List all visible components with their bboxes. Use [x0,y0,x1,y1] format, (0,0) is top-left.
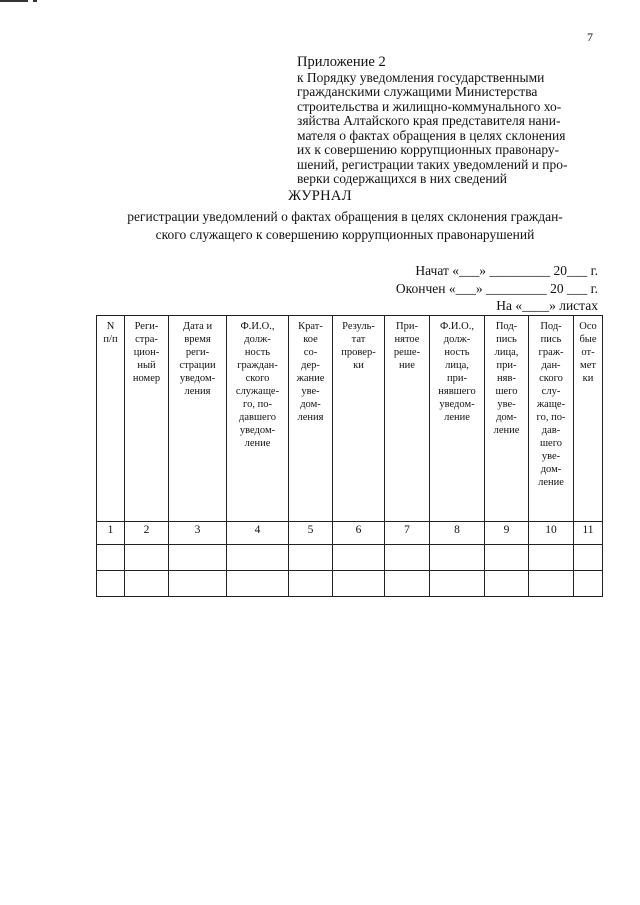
table-cell [169,571,227,597]
table-cell [227,545,289,571]
table-cell [125,545,169,571]
column-number: 9 [485,522,529,545]
appendix-line: зяйства Алтайского края представителя нани- [297,113,561,128]
journal-subtitle-line: ского служащего к совершению коррупционных правонарушений [155,227,535,242]
column-number: 10 [529,522,574,545]
scan-corner-mark [0,0,40,4]
table-cell [125,571,169,597]
column-header: Дата и время реги- страции уведом- ления [169,316,227,522]
column-number: 11 [574,522,603,545]
table-cell [333,545,385,571]
table-row [97,571,603,597]
column-header: Ф.И.О., долж- ность граждан- ского служаще- го, по- давшего уведом- ление [227,316,289,522]
column-number: 8 [430,522,485,545]
journal-subtitle [100,208,590,244]
appendix-title: Приложение 2 [297,54,386,70]
table-cell [529,545,574,571]
column-number-row [97,522,603,545]
column-header: Осо бые от- мет ки [574,316,603,522]
column-header: Резуль- тат провер- ки [333,316,385,522]
column-number: 1 [97,522,125,545]
table-cell [485,545,529,571]
column-header: N п/п [97,316,125,522]
column-header: Реги- стра- цион- ный номер [125,316,169,522]
table-cell [430,545,485,571]
table-cell [385,545,430,571]
column-number: 3 [169,522,227,545]
journal-finished: Окончен «___» _________ 20 ___ г. [395,280,598,296]
appendix-line: мателя о фактах обращения в целях склонения [297,127,566,143]
column-header: Под- пись граж- дан- ского слу- жаще- го, по- дав- шего уве- дом- ление [529,316,574,522]
column-header: Крат- кое со- дер- жание уве- дом- ления [289,316,333,522]
table-cell [574,571,603,597]
journal-table [96,315,603,597]
column-number: 6 [333,522,385,545]
table-cell [227,571,289,597]
table-cell [333,571,385,597]
column-header: Под- пись лица, при- няв- шего уве- дом- ление [485,316,529,522]
journal-title: ЖУРНАЛ [288,188,352,204]
column-number: 5 [289,522,333,545]
journal-dates [396,262,598,315]
column-number: 7 [385,522,430,545]
journal-started: Начат «___» _________ 20___ г. [415,263,598,278]
column-header: При- нятое реше- ние [385,316,430,522]
journal-subtitle-line: регистрации уведомлений о фактах обращения в целях склонения граждан- [127,209,563,224]
table-cell [97,545,125,571]
appendix-line: гражданскими служащими Министерства [297,84,538,99]
table-cell [574,545,603,571]
table-cell [529,571,574,597]
journal-sheets: На «____» листах [496,298,598,313]
table-cell [289,571,333,597]
table-cell [485,571,529,597]
page-number: 7 [587,30,593,44]
appendix-line: шений, регистрации таких уведомлений и про- [297,156,568,172]
appendix-line: к Порядку уведомления государственными [297,69,545,85]
column-number: 4 [227,522,289,545]
table-cell [169,545,227,571]
table-cell [430,571,485,597]
appendix-line: верки содержащихся в них сведений [297,171,507,186]
table-cell [289,545,333,571]
table-header-row [97,316,603,522]
column-header: Ф.И.О., долж- ность лица, при- нявшего уведом- ление [430,316,485,522]
table-cell [385,571,430,597]
column-number: 2 [125,522,169,545]
appendix-line: их к совершению коррупционных правонару- [297,142,560,157]
appendix-line: строительства и жилищно-коммунального хо- [297,98,562,114]
table-row [97,545,603,571]
appendix-block [297,55,597,187]
table-cell [97,571,125,597]
